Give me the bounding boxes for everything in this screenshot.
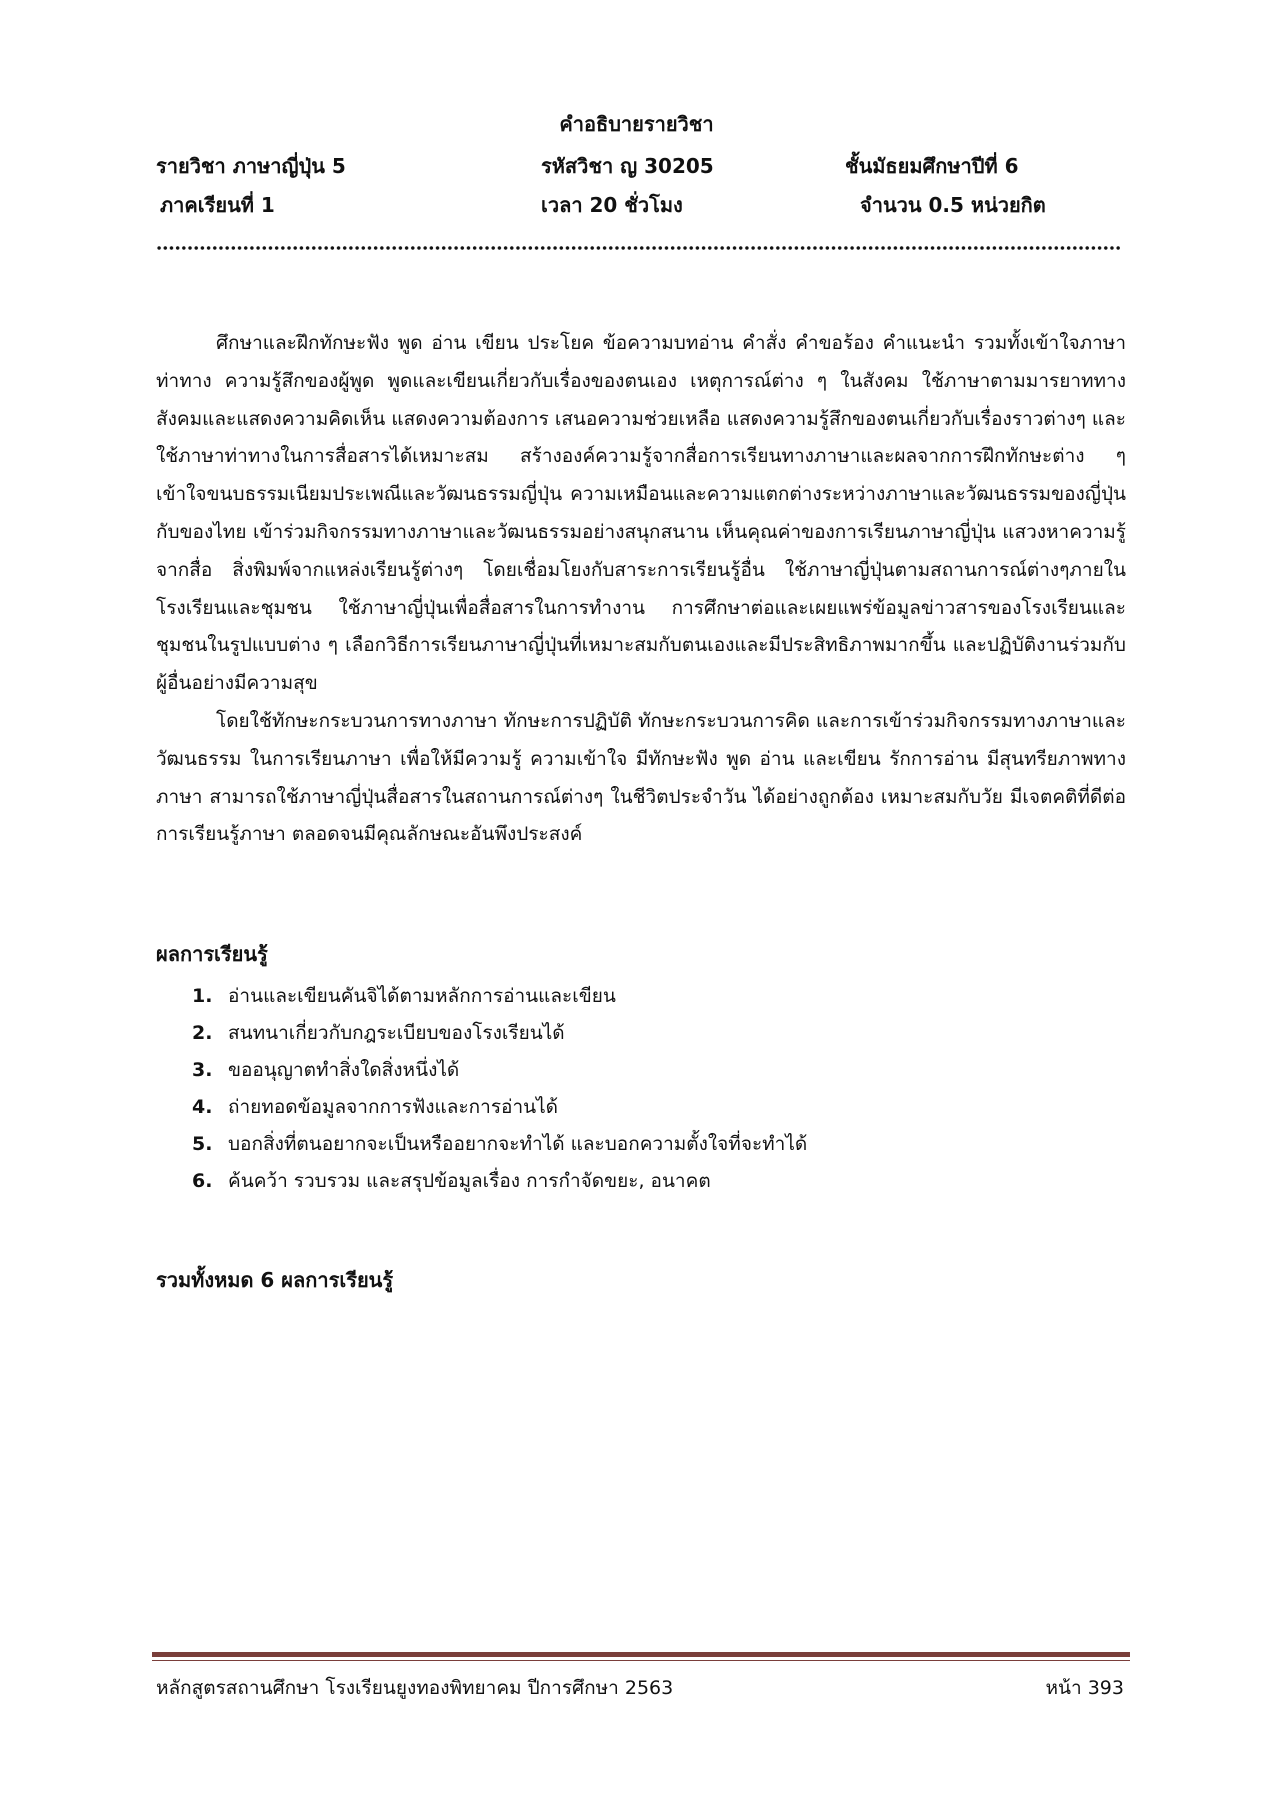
outcome-text: บอกสิ่งที่ตนอยากจะเป็นหรืออยากจะทำได้ และบอกความตั้งใจที่จะทำได้ (228, 1133, 808, 1155)
outcome-number: 4. (192, 1096, 213, 1118)
grade-level: ชั้นมัธยมศึกษาปีที่ 6 (845, 154, 1019, 178)
outcome-number: 5. (192, 1133, 213, 1155)
outcome-item (192, 1163, 1092, 1200)
description-paragraph-1: ศึกษาและฝึกทักษะฟัง พูด อ่าน เขียน ประโยค ข้อความบทอ่าน คำสั่ง คำขอร้อง คำแนะนำ รวมทั้งเข้าใจภาษาท่าทาง ความรู้สึกของผู้พูด พูดและเขียนเกี่ยวกับเรื่องของตนเอง เหตุการณ์ต่าง ๆ ในสังคม ใช้ภาษาตามมารยาททางสังคมและแสดงความคิดเห็น แสดงความต้องการ เสนอความช่วยเหลือ แสดงความรู้สึกของตนเกี่ยวกับเรื่องราวต่างๆ และใช้ภาษาท่าทางในการสื่อสารได้เหมาะสม สร้างองค์ความรู้จากสื่อการเรียนทางภาษาและผลจากการฝึกทักษะต่าง ๆ เข้าใจขนบธรรมเนียมประเพณีและวัฒนธรรมญี่ปุ่น ความเหมือนและความแตกต่างระหว่างภาษาและวัฒนธรรมของญี่ปุ่นกับของไทย เข้าร่วมกิจกรรมทางภาษาและวัฒนธรรมอย่างสนุกสนาน เห็นคุณค่าของการเรียนภาษาญี่ปุ่น แสวงหาความรู้จากสื่อ สิ่งพิมพ์จากแหล่งเรียนรู้ต่างๆ โดยเชื่อมโยงกับสาระการเรียนรู้อื่น ใช้ภาษาญี่ปุ่นตามสถานการณ์ต่างๆภายในโรงเรียนและชุมชน ใช้ภาษาญี่ปุ่นเพื่อสื่อสารในการทำงาน การศึกษาต่อและเผยแพร่ข้อมูลข่าวสารของโรงเรียนและชุมชนในรูปแบบต่าง ๆ เลือกวิธีการเรียนภาษาญี่ปุ่นที่เหมาะสมกับตนเองและมีประสิทธิภาพมากขึ้น และปฏิบัติงานร่วมกับผู้อื่นอย่างมีความสุข (156, 332, 1126, 695)
outcome-item (192, 1126, 1092, 1163)
footer-rule-thin (152, 1660, 1130, 1661)
learning-outcomes-title: ผลการเรียนรู้ (156, 942, 268, 966)
semester: ภาคเรียนที่ 1 (160, 193, 275, 217)
dotted-separator (156, 245, 1120, 251)
study-hours: เวลา 20 ชั่วโมง (541, 193, 683, 217)
outcome-number: 1. (192, 985, 213, 1007)
outcome-text: ถ่ายทอดข้อมูลจากการฟังและการอ่านได้ (228, 1096, 558, 1118)
outcome-text: สนทนาเกี่ยวกับกฎระเบียบของโรงเรียนได้ (228, 1022, 565, 1044)
outcome-item (192, 1015, 1092, 1052)
document-title: คำอธิบายรายวิชา (559, 112, 714, 136)
outcome-text: อ่านและเขียนคันจิได้ตามหลักการอ่านและเขียน (228, 985, 616, 1007)
outcome-text: ค้นคว้า รวบรวม และสรุปข้อมูลเรื่อง การกำจัดขยะ, อนาคต (228, 1170, 711, 1192)
page-number: หน้า 393 (1045, 1677, 1124, 1699)
outcome-number: 2. (192, 1022, 213, 1044)
outcome-item (192, 1052, 1092, 1089)
subject-code: รหัสวิชา ญ 30205 (541, 154, 714, 178)
outcome-item (192, 1089, 1092, 1126)
outcomes-total: รวมทั้งหมด 6 ผลการเรียนรู้ (156, 1268, 394, 1292)
subject-name: รายวิชา ภาษาญี่ปุ่น 5 (156, 154, 346, 178)
outcome-number: 3. (192, 1059, 213, 1081)
credit-units: จำนวน 0.5 หน่วยกิต (860, 193, 1046, 217)
description-paragraph-2: โดยใช้ทักษะกระบวนการทางภาษา ทักษะการปฏิบัติ ทักษะกระบวนการคิด และการเข้าร่วมกิจกรรมทางภาษาและวัฒนธรรม ในการเรียนภาษา เพื่อให้มีความรู้ ความเข้าใจ มีทักษะฟัง พูด อ่าน และเขียน รักการอ่าน มีสุนทรียภาพทางภาษา สามารถใช้ภาษาญี่ปุ่นสื่อสารในสถานการณ์ต่างๆ ในชีวิตประจำวัน ได้อย่างถูกต้อง เหมาะสมกับวัย มีเจตคติที่ดีต่อการเรียนรู้ภาษา ตลอดจนมีคุณลักษณะอันพึงประสงค์ (156, 709, 1126, 846)
footer-rule-thick (152, 1652, 1130, 1657)
course-description (156, 325, 1126, 854)
outcome-number: 6. (192, 1170, 213, 1192)
outcome-text: ขออนุญาตทำสิ่งใดสิ่งหนึ่งได้ (228, 1059, 460, 1081)
footer-curriculum: หลักสูตรสถานศึกษา โรงเรียนยูงทองพิทยาคม ปีการศึกษา 2563 (156, 1677, 674, 1699)
outcome-item (192, 978, 1092, 1015)
learning-outcomes-list (192, 978, 1092, 1200)
